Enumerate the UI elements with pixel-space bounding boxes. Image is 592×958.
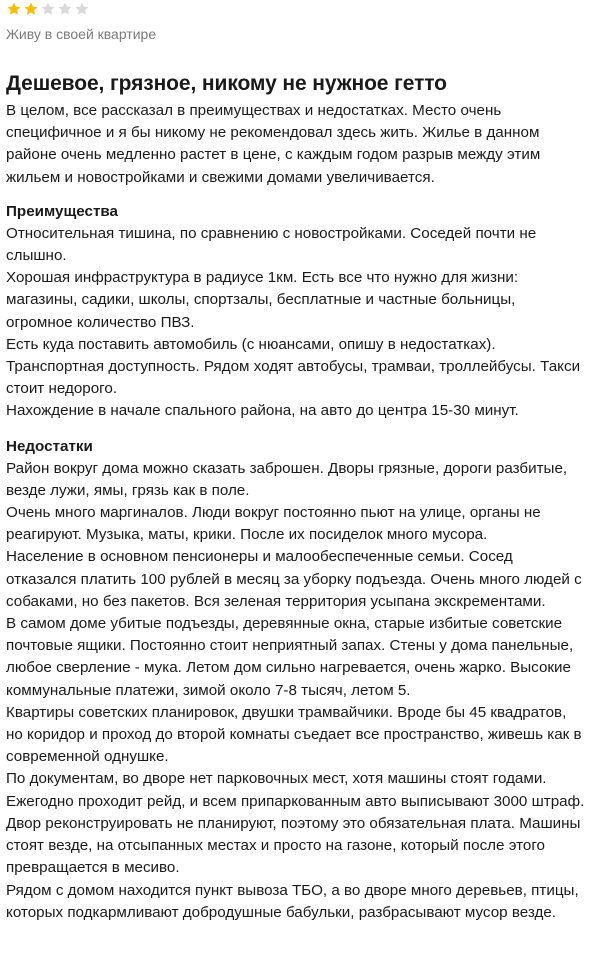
cons-heading: Недостатки <box>6 437 93 455</box>
pros-heading: Преимущества <box>6 202 118 220</box>
cons-line: Район вокруг дома можно сказать заброшен. Дворы грязные, дороги разбитые, везде лужи, ямы, грязь как в поле. <box>6 459 568 499</box>
pros-line: Относительная тишина, по сравнению с новостройками. Соседей почти не слышно. <box>6 224 537 265</box>
pros-line: Транспортная доступность. Рядом ходят автобусы, трамваи, троллейбусы. Такси стоит недорого. <box>6 358 581 398</box>
cons-line: Рядом с домом находится пункт вывоза ТБО, а во дворе много деревьев, птицы, которых подкармливают добродушные бабульки, разбрасывают мусор везде. <box>6 881 579 921</box>
cons-line: В самом доме убитые подъезды, деревянные окна, старые избитые советские почтовые ящики. Постоянно стоит неприятный запах. Стены у дома панельные, любое сверление - мука. Летом дом сильно нагревается, очень жарко. Высокие коммунальные платежи, зимой около 7-8 тысяч, летом 5. <box>6 615 574 699</box>
cons-section <box>6 436 586 924</box>
author-status: Живу в своей квартире <box>6 26 157 42</box>
star-filled-icon <box>6 1 22 17</box>
cons-line: Население в основном пенсионеры и малообеспеченные семьи. Сосед отказался платить 100 рублей в месяц за уборку подъезда. Очень много людей с собаками, но без пакетов. Вся зеленая территория усыпана экскрементами. <box>6 548 582 610</box>
rating-stars <box>6 0 586 17</box>
review-title: Дешевое, грязное, никому не нужное гетто <box>6 72 447 95</box>
star-empty-icon <box>40 1 56 17</box>
star-empty-icon <box>57 1 73 17</box>
pros-line: Нахождение в начале спального района, на авто до центра 15-30 минут. <box>6 402 519 420</box>
cons-line: Квартиры советских планировок, двушки трамвайчики. Вроде бы 45 квадратов, но коридор и проход до второй комнаты съедает все пространство, живешь как в современной однушке. <box>6 703 582 766</box>
pros-line: Хорошая инфраструктура в радиусе 1км. Есть все что нужно для жизни: магазины, садики, школы, спортзалы, бесплатные и частные больницы, огромное количество ПВЗ. <box>6 269 519 331</box>
pros-line: Есть куда поставить автомобиль (с нюансами, опишу в недостатках). <box>6 335 496 353</box>
pros-section <box>6 201 586 423</box>
cons-line: По документам, во дворе нет парковочных мест, хотя машины стоят годами. Ежегодно проходит рейд, и всем припаркованным авто выписывают 3000 штраф. Двор реконструировать не планируют, поэтому это обязательная плата. Машины стоят везде, на отсыпанных местах и просто на газоне, который после этого превращается в месиво. <box>6 770 585 877</box>
review-intro: В целом, все рассказал в преимуществах и недостатках. Место очень специфичное и я бы никому не рекомендовал здесь жить. Жилье в данном районе очень медленно растет в цене, с каждым годом разрыв между этим жильем и новостройками и свежими домами увеличивается. <box>6 102 541 186</box>
star-empty-icon <box>74 1 90 17</box>
star-filled-icon <box>23 1 39 17</box>
cons-line: Очень много маргиналов. Люди вокруг постоянно пьют на улице, органы не реагируют. Музыка, маты, крики. После их посиделок много мусора. <box>6 504 541 544</box>
